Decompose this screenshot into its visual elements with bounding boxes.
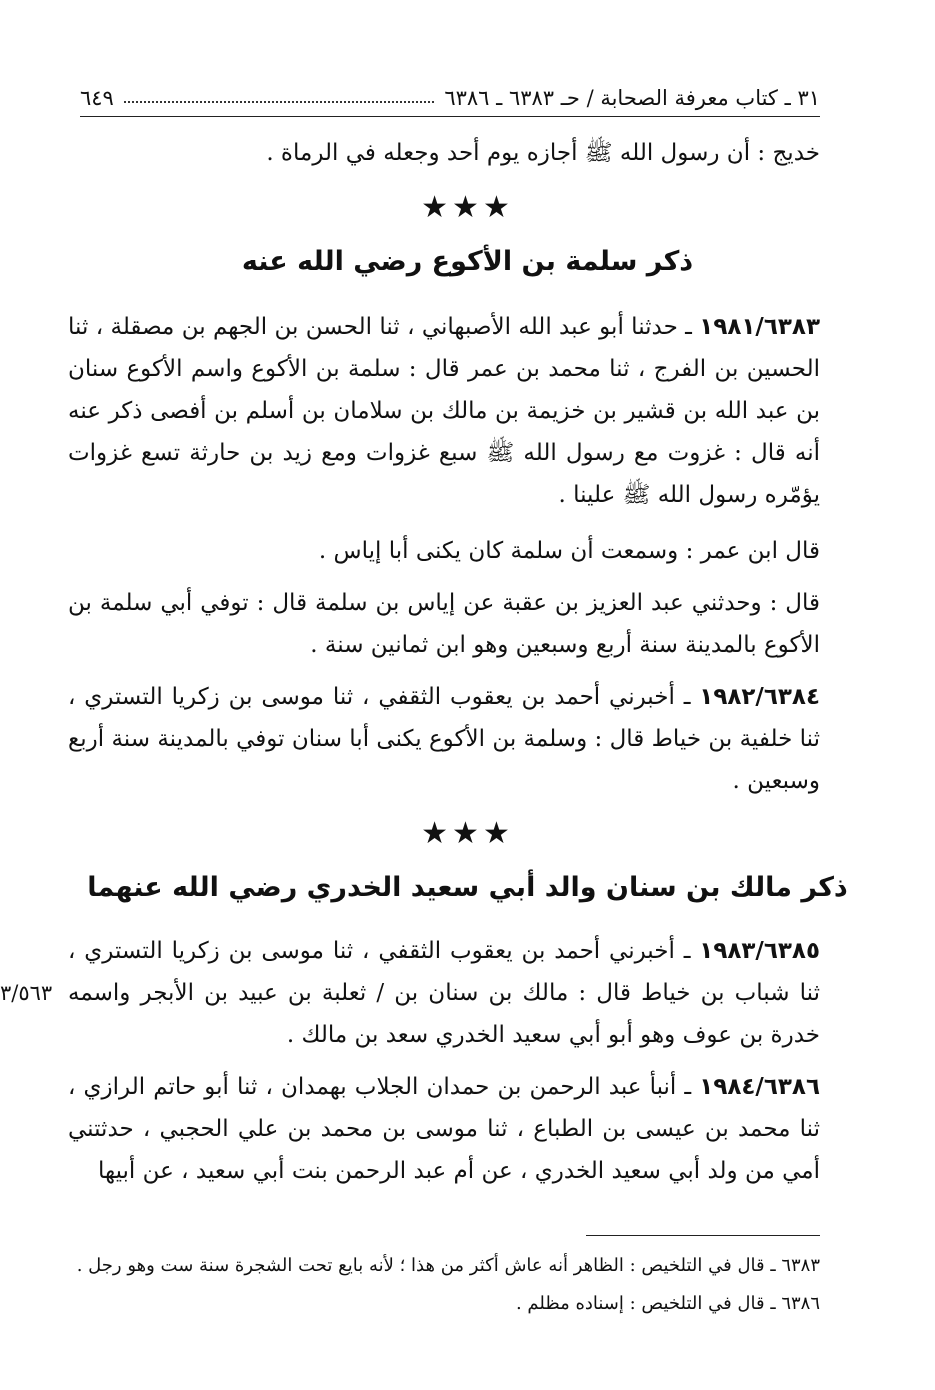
section-divider-stars: ★★★: [421, 816, 514, 851]
hadith-text: ـ أنبأ عبد الرحمن بن حمدان الجلاب بهمدان ، ثنا أبو حاتم الرازي ، ثنا محمد بن عيسى بن الطباع ، ثنا موسى بن محمد بن علي الحجبي ، حدثتني أمي من ولد أبي سعيد الخدري ، عن أم عبد الرحمن بنت أبي سعيد ، عن أبيها: [68, 1074, 820, 1184]
page-number: ٦٤٩: [80, 86, 114, 110]
footnote-6383: ٦٣٨٣ ـ قال في التلخيص : الظاهر أنه عاش أكثر من هذا ؛ لأنه بايع تحت الشجرة سنة ست وهو رجل .: [76, 1255, 820, 1276]
hadith-entry-6383: [68, 306, 820, 516]
hadith-number: ١٩٨١/٦٣٨٣: [699, 314, 820, 340]
hadith-text: ـ أخبرني أحمد بن يعقوب الثقفي ، ثنا موسى بن زكريا التستري ، ثنا خلفية بن خياط قال : وسلمة بن الأكوع يكنى أبا سنان توفي بالمدينة سنة أربع وسبعين .: [68, 684, 820, 794]
section-divider-stars: ★★★: [421, 190, 514, 225]
footnote-separator: [586, 1235, 820, 1236]
header-leader-dots: [124, 101, 434, 103]
paragraph-abd-al-aziz: قال : وحدثني عبد العزيز بن عقبة عن إياس بن سلمة قال : توفي أبي سلمة بن الأكوع بالمدينة سنة أربع وسبعين وهو ابن ثمانين سنة .: [68, 590, 820, 658]
hadith-entry-6386: [68, 1066, 820, 1192]
hadith-entry-6384: [68, 676, 820, 802]
hadith-number: ١٩٨٢/٦٣٨٤: [699, 684, 820, 710]
hadith-number: ١٩٨٣/٦٣٨٥: [699, 938, 820, 964]
header-title: ٣١ ـ كتاب معرفة الصحابة / حـ ٦٣٨٣ ـ ٦٣٨٦: [444, 86, 820, 110]
opening-line: خديج : أن رسول الله ﷺ أجازه يوم أحد وجعله في الرماة .: [266, 140, 820, 166]
footnote-6386: ٦٣٨٦ ـ قال في التلخيص : إسناده مظلم .: [515, 1293, 820, 1314]
hadith-text: ـ أخبرني أحمد بن يعقوب الثقفي ، ثنا موسى بن زكريا التستري ، ثنا شباب بن خياط قال : مالك بن سنان بن / ثعلبة بن عبيد بن الأبجر واسمه خدرة بن عوف وهو أبو أبي سعيد الخدري سعد بن مالك .: [68, 938, 820, 1048]
hadith-text: ـ حدثنا أبو عبد الله الأصبهاني ، ثنا الحسن بن الجهم بن مصقلة ، ثنا الحسين بن الفرج ، ثنا محمد بن عمر قال : سلمة بن الأكوع واسم الأكوع سنان بن عبد الله بن قشير بن خزيمة بن مالك بن سلامان بن أسلم بن أفصى ذكر عنه أنه قال : غزوت مع رسول الله ﷺ سبع غزوات ومع زيد بن حارثة تسع غزوات يؤمّره رسول الله ﷺ علينا .: [68, 314, 820, 508]
section-heading-malik: ذكر مالك بن سنان والد أبي سعيد الخدري رضي الله عنهما: [87, 872, 848, 903]
paragraph-ibn-umar: قال ابن عمر : وسمعت أن سلمة كان يكنى أبا إياس .: [318, 538, 820, 564]
hadith-entry-6385: [68, 930, 820, 1056]
hadith-number: ١٩٨٤/٦٣٨٦: [699, 1074, 820, 1100]
margin-volume-reference: ٣/٥٦٣: [0, 981, 53, 1005]
running-header: [80, 80, 820, 117]
section-heading-salama: ذكر سلمة بن الأكوع رضي الله عنه: [241, 246, 694, 277]
